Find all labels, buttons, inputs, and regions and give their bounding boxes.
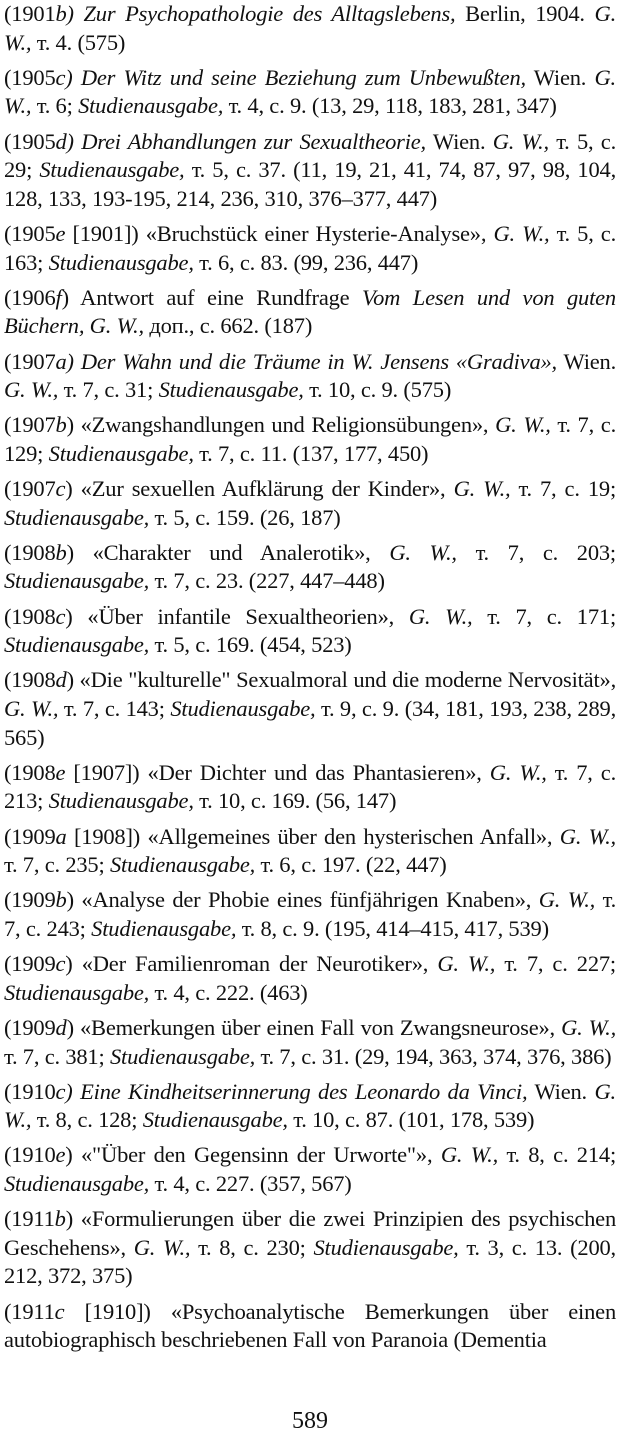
entry-text: т. 7, с. 31; — [58, 377, 159, 403]
page-number: 589 — [292, 1408, 328, 1434]
entry-italic-text: Studienausgabe, — [170, 696, 316, 721]
entry-text: т. 5, с. 37. (11, 19, 21, 41, 74, 87, 97, 98, 104, 128, 133, 193-195, 214, 236, 310, 376–377, 447) — [4, 157, 617, 211]
entry-italic-text: Studienausgabe, — [4, 979, 150, 1005]
entry-italic-text: G. W., — [437, 951, 496, 977]
bibliography-entry — [4, 0, 616, 57]
bibliography-entry — [4, 475, 616, 532]
entry-text: (1911 — [4, 1298, 55, 1324]
entry-text: ) «Die "kulturelle" Sexualmoral und die moderne Nervosität», — [66, 667, 616, 693]
bibliography-entry — [4, 539, 616, 596]
entry-text: т. 5, с. 29; — [4, 128, 616, 183]
entry-text: т. 10, с. 87. (101, 178, 539) — [287, 1107, 535, 1133]
entry-italic-text: c — [54, 1298, 65, 1324]
entry-text: (1907 — [4, 348, 56, 374]
entry-text: (1906 — [4, 284, 56, 310]
entry-text: (1907 — [4, 476, 56, 502]
entry-text: (1908 — [4, 667, 56, 693]
entry-italic-text: c) Eine Kindheitserinnerung des Leonardo da Vinci, — [55, 1078, 528, 1104]
entry-italic-text: Studienausgabe, — [313, 1234, 459, 1260]
entry-text: т. 6, с. 83. (99, 236, 447) — [193, 249, 419, 275]
entry-italic-text: b — [54, 1206, 66, 1232]
entry-italic-text: G. W., — [133, 1234, 191, 1260]
bibliography-entry — [4, 128, 616, 214]
entry-text: т. 7, с. 143; — [58, 696, 171, 721]
entry-italic-text: Studienausgabe, — [4, 632, 150, 658]
entry-italic-text: c) Der Witz und seine Beziehung zum Unbewußten, — [55, 64, 526, 90]
entry-text: (1901 — [4, 1, 56, 26]
entry-italic-text: d — [55, 1014, 67, 1040]
entry-italic-text: Studienausgabe, — [78, 93, 224, 119]
entry-text: (1908 — [4, 539, 56, 565]
bibliography-entry — [4, 1298, 616, 1355]
entry-italic-text: c — [55, 476, 66, 502]
entry-italic-text: G. W., — [4, 1, 616, 55]
entry-italic-text: G. W., — [408, 603, 473, 629]
bibliography-entry — [4, 348, 616, 405]
entry-italic-text: Studienausgabe, — [48, 788, 194, 814]
entry-text: т. 3, с. 13. (200, 212, 372, 375) — [4, 1234, 616, 1289]
entry-text: ) «Zwangshandlungen und Religionsübungen», — [66, 412, 496, 438]
entry-text: ) «Formulierungen über die zwei Prinzipien des psychischen Geschehens», — [4, 1206, 616, 1260]
bibliography-entry — [4, 1141, 616, 1198]
entry-text: т. 7, с. 31. (29, 194, 363, 374, 376, 386) — [255, 1043, 612, 1069]
entry-text: Berlin, 1904. — [455, 1, 595, 26]
entry-italic-text: G. W., — [559, 823, 616, 849]
entry-italic-text: Studienausgabe, — [109, 852, 256, 878]
entry-text: (1907 — [4, 412, 56, 438]
entry-text: ) «"Über den Gegensinn der Urworte"», — [65, 1142, 441, 1168]
entry-text: т. 4, с. 227. (357, 567) — [149, 1171, 352, 1197]
bibliography-entry — [4, 759, 616, 816]
entry-italic-text: G. W., — [389, 539, 457, 565]
entry-text: т. 6, с. 197. (22, 447) — [255, 852, 447, 878]
entry-text: т. 10, с. 9. (575) — [303, 377, 452, 403]
entry-italic-text: G. W., — [4, 377, 59, 403]
entry-italic-text: Studienausgabe, — [158, 377, 304, 403]
entry-text: (1908 — [4, 603, 56, 629]
entry-italic-text: Studienausgabe, — [48, 440, 194, 466]
bibliography-list — [4, 0, 616, 1355]
entry-text: т. 5, с. 169. (454, 523) — [149, 632, 352, 658]
entry-text: т. 8, с. 230; — [190, 1234, 314, 1260]
entry-text: [1908]) «Allgemeines über den hysterischen Anfall», — [66, 823, 560, 849]
entry-text: т. 4, с. 9. (13, 29, 118, 183, 281, 347) — [223, 93, 557, 119]
entry-text: т. 9, с. 9. (34, 181, 193, 238, 289, 565) — [4, 696, 616, 750]
entry-text: ) «Der Familienroman der Neurotiker», — [65, 951, 438, 977]
bibliography-entry — [4, 220, 616, 277]
entry-text: Wien. — [556, 348, 617, 374]
entry-italic-text: G. W., — [453, 476, 511, 502]
entry-text: (1910 — [4, 1078, 56, 1104]
entry-text: т. 4, с. 222. (463) — [149, 979, 308, 1005]
entry-text: т. 7, с. 213; — [4, 759, 616, 814]
entry-text: т. 7, с. 19; — [510, 476, 617, 502]
entry-text: т. 8, с. 214; — [498, 1142, 616, 1168]
entry-text: (1905 — [4, 128, 56, 154]
entry-italic-text: G. W., — [495, 412, 551, 438]
entry-text: (1909 — [4, 887, 56, 913]
entry-italic-text: e — [55, 759, 66, 785]
entry-italic-text: G. W., — [4, 64, 616, 119]
entry-italic-text: d — [55, 667, 67, 693]
bibliography-entry — [4, 1205, 616, 1291]
entry-text: т. 7, с. 23. (227, 447–448) — [149, 568, 385, 594]
entry-italic-text: G. W., — [4, 696, 59, 721]
bibliography-entry — [4, 603, 616, 660]
entry-italic-text: Studienausgabe, — [142, 1107, 288, 1133]
entry-text: т. 8, с. 128; — [31, 1107, 143, 1133]
bibliography-page — [4, 0, 616, 1361]
entry-text: т. 10, с. 169. (56, 147) — [193, 788, 397, 814]
entry-text: ) «Über infantile Sexualtheorien», — [65, 603, 409, 629]
bibliography-entry — [4, 950, 616, 1007]
entry-text: ) Antwort auf eine Rundfrage — [61, 284, 363, 310]
bibliography-entry — [4, 64, 616, 121]
entry-text: (1910 — [4, 1142, 56, 1168]
entry-text: т. 7, с. 243; — [4, 887, 617, 941]
entry-text: ) «Zur sexuellen Aufklärung der Kinder», — [65, 476, 454, 502]
entry-text: ) «Analyse der Phobie eines fünfjährigen Knaben», — [66, 887, 539, 913]
entry-italic-text: G. W., — [561, 1014, 616, 1040]
entry-text: т. 7, с. 227; — [495, 951, 616, 977]
entry-text: (1909 — [4, 951, 56, 977]
entry-italic-text: d) Drei Abhandlungen zur Sexualtheorie, — [55, 128, 426, 154]
entry-italic-text: e — [55, 220, 66, 246]
entry-text: (1909 — [4, 823, 56, 849]
entry-italic-text: c — [55, 951, 66, 977]
entry-italic-text: c — [55, 603, 66, 629]
bibliography-entry — [4, 666, 616, 752]
entry-italic-text: G. W., — [4, 1078, 616, 1133]
entry-italic-text: b) Zur Psychopathologie des Alltagslebens, — [55, 1, 456, 26]
entry-text: [1910]) «Psychoanalytische Bemerkungen über einen autobiographisch beschriebenen Fall von Paranoia (Dementia — [4, 1298, 616, 1353]
entry-italic-text: f — [55, 284, 62, 310]
entry-text: т. 7, с. 129; — [4, 412, 616, 466]
entry-italic-text: b — [55, 412, 67, 438]
bibliography-entry — [4, 1014, 616, 1071]
entry-italic-text: G. W., — [538, 887, 596, 913]
entry-text: т. 4. (575) — [31, 29, 126, 55]
entry-italic-text: G. W., — [493, 220, 550, 246]
bibliography-entry — [4, 823, 616, 880]
bibliography-entry — [4, 284, 616, 341]
entry-text: [1907]) «Der Dichter und das Phantasieren», — [65, 759, 490, 785]
entry-text: Wien. — [525, 64, 595, 90]
entry-text: (1908 — [4, 759, 56, 785]
entry-text: т. 7, с. 171; — [472, 603, 616, 629]
entry-italic-text: Vom Lesen und von guten Büchern, G. W., — [4, 284, 616, 339]
entry-text: ) «Bemerkungen über einen Fall von Zwangsneurose», — [66, 1014, 562, 1040]
entry-italic-text: b — [55, 539, 67, 565]
entry-text: Wien. — [527, 1078, 595, 1104]
entry-italic-text: Studienausgabe, — [48, 249, 194, 275]
entry-text: (1905 — [4, 64, 56, 90]
entry-text: т. 8, с. 9. (195, 414–415, 417, 539) — [236, 915, 549, 941]
entry-text: (1911 — [4, 1206, 55, 1232]
entry-italic-text: Studienausgabe, — [4, 504, 150, 530]
bibliography-entry — [4, 886, 616, 943]
bibliography-entry — [4, 1078, 616, 1135]
entry-italic-text: G. W., — [489, 759, 547, 785]
bibliography-entry — [4, 411, 616, 468]
entry-italic-text: Studienausgabe, — [4, 568, 150, 594]
entry-italic-text: Studienausgabe, — [91, 915, 237, 941]
entry-text: т. 7, с. 11. (137, 177, 450) — [193, 440, 429, 466]
entry-text: доп., с. 662. (187) — [143, 313, 313, 339]
entry-italic-text: e — [55, 1142, 66, 1168]
entry-italic-text: Studienausgabe, — [4, 1171, 150, 1197]
entry-italic-text: a) Der Wahn und die Träume in W. Jensens «Gradiva», — [55, 348, 557, 374]
entry-text: ) «Charakter und Analerotik», — [66, 539, 390, 565]
entry-italic-text: Studienausgabe, — [39, 157, 185, 183]
entry-italic-text: Studienausgabe, — [109, 1043, 256, 1069]
entry-italic-text: a — [55, 823, 67, 849]
entry-italic-text: b — [55, 887, 67, 913]
entry-text: (1909 — [4, 1014, 56, 1040]
entry-italic-text: G. W., — [492, 128, 549, 154]
entry-text: (1905 — [4, 220, 56, 246]
entry-italic-text: G. W., — [440, 1142, 499, 1168]
entry-text: [1901]) «Bruchstück einer Hysterie-Analyse», — [65, 220, 494, 246]
entry-text: т. 7, с. 235; — [4, 852, 110, 878]
entry-text: т. 5, с. 159. (26, 187) — [149, 504, 341, 530]
entry-text: т. 7, с. 381; — [4, 1043, 110, 1069]
entry-text: т. 5, с. 163; — [4, 220, 617, 275]
entry-text: т. 6; — [31, 93, 79, 119]
entry-text: Wien. — [425, 128, 493, 154]
entry-text: т. 7, с. 203; — [456, 539, 616, 565]
